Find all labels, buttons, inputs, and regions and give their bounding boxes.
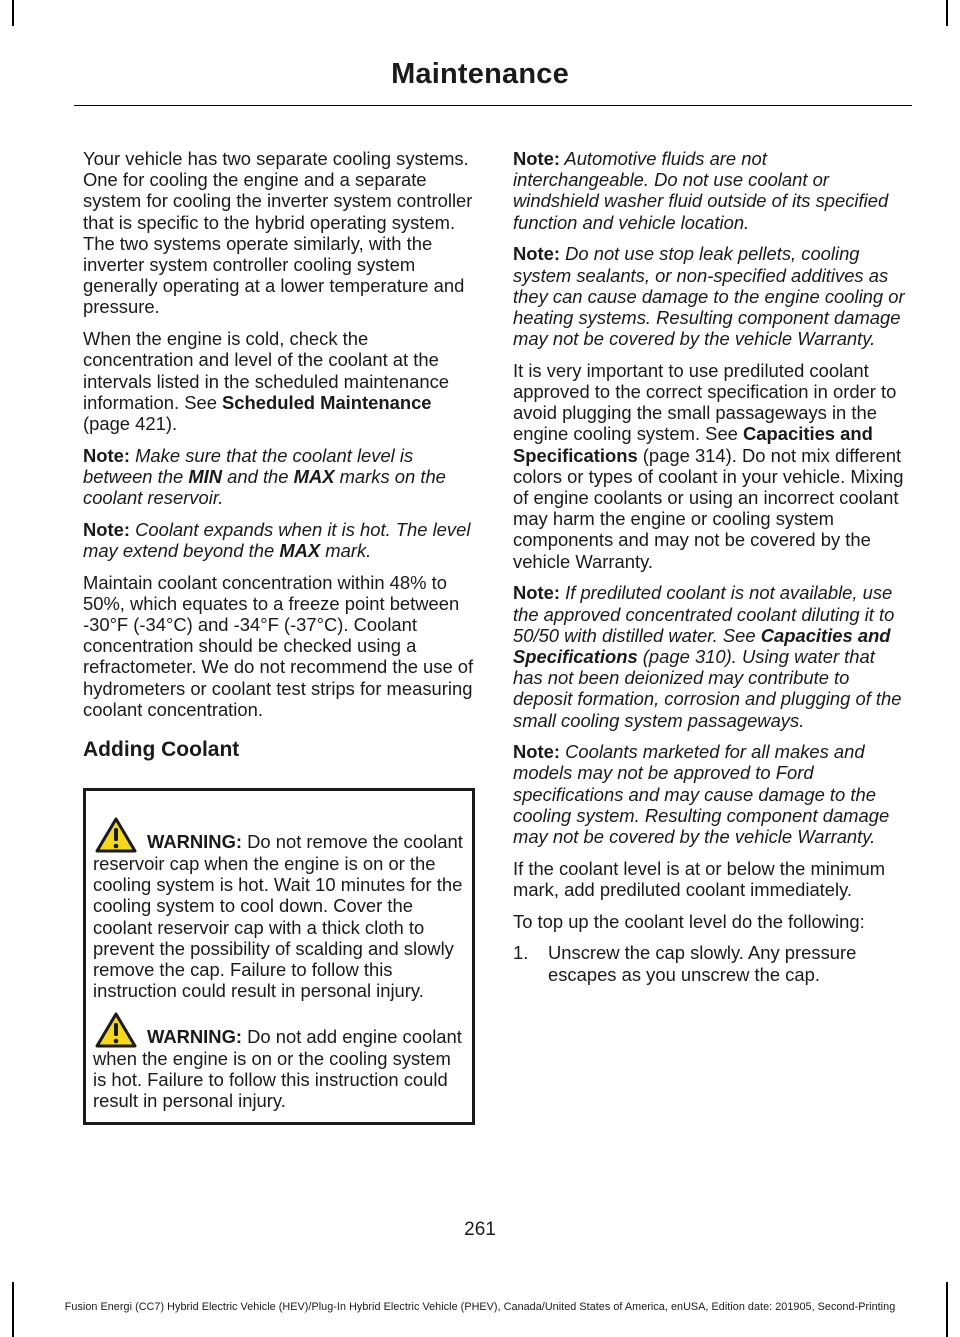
concentration-paragraph: Maintain coolant concentration within 48% to 50%, which equates to a freeze point between -30°F (-34°C) and -34°F (-37°C). Coolant concentration should be checked using a refractometer. We do not recommend the use of hydrometers or coolant test strips for measuring coolant concentration.	[83, 571, 474, 720]
warning-add-coolant: WARNING: Do not add engine coolant when the engine is on or the cooling system is hot. Failure to follow this instruction could result in personal injury.	[93, 1012, 464, 1112]
note-coolants-marketed: Note: Coolants marketed for all makes and models may not be approved to Ford specifications and may cause damage to the cooling system. Resulting component damage may not be covered by the vehicle Warranty.	[513, 741, 890, 848]
crop-mark	[946, 0, 948, 26]
top-up-intro: To top up the coolant level do the following:	[513, 910, 865, 932]
footer-edition-info: Fusion Energi (CC7) Hybrid Electric Vehicle (HEV)/Plug-In Hybrid Electric Vehicle (PHEV), Canada/United States of America, enUSA, Edition date: 201905, Second-Printing	[64, 1301, 896, 1313]
cold-engine-paragraph: When the engine is cold, check the concentration and level of the coolant at the intervals listed in the scheduled maintenance information. See Scheduled Maintenance (page 421).	[83, 328, 449, 434]
capacities-specifications-link[interactable]: Capacities and Specifications	[513, 423, 873, 466]
note-stop-leak: Note: Do not use stop leak pellets, cooling system sealants, or non-specified additives as they can cause damage to the engine cooling or heating systems. Resulting component damage may not be covered by the vehicle Warranty.	[513, 243, 905, 350]
warning-triangle-icon	[95, 1012, 137, 1048]
capacities-specifications-link[interactable]: Capacities and Specifications	[513, 624, 891, 667]
minimum-mark-paragraph: If the coolant level is at or below the minimum mark, add prediluted coolant immediately.	[513, 857, 886, 900]
list-item: 1. Unscrew the cap slowly. Any pressure escapes as you unscrew the cap.	[513, 942, 857, 985]
right-column	[513, 148, 907, 985]
note-fluids-not-interchangeable: Note: Automotive fluids are not interchangeable. Do not use coolant or windshield washer fluid outside of its specified function and vehicle location.	[513, 148, 889, 233]
scheduled-maintenance-link[interactable]: Scheduled Maintenance	[222, 391, 432, 413]
note-coolant-expands: Note: Coolant expands when it is hot. The level may extend beyond the MAX mark.	[83, 518, 471, 561]
crop-mark	[12, 0, 14, 26]
header-divider	[74, 105, 912, 106]
steps-list	[513, 942, 907, 984]
intro-paragraph: Your vehicle has two separate cooling systems. One for cooling the engine and a separate system for cooling the inverter system controller that is specific to the hybrid operating system. The two systems operate similarly, with the inverter system controller cooling system generally operating at a lower temperature and pressure.	[83, 148, 473, 318]
note-coolant-level: Note: Make sure that the coolant level is between the MIN and the MAX marks on the coolant reservoir.	[83, 444, 446, 509]
warning-box	[83, 788, 475, 1125]
warning-triangle-icon	[95, 817, 137, 853]
prediluted-coolant-paragraph: It is very important to use prediluted coolant approved to the correct specification in order to avoid plugging the small passageways in the engine cooling system. See Capacities and Specifications (page 314). Do not mix different colors or types of coolant in your vehicle. Mixing of engine coolants or using an incorrect coolant may harm the engine or cooling system components and may not be covered by the vehicle Warranty.	[513, 359, 904, 572]
note-concentrated-coolant: Note: If prediluted coolant is not available, use the approved concentrated coolant diluting it to 50/50 with distilled water. See Capacities and Specifications (page 310). Using water that has not been deionized may contribute to deposit formation, corrosion and plugging of the small cooling system passageways.	[513, 582, 902, 731]
page-number: 261	[464, 1219, 496, 1240]
left-column	[83, 148, 475, 1125]
page-title: Maintenance	[391, 58, 569, 90]
section-heading: Adding Coolant	[83, 738, 240, 762]
warning-reservoir-cap: WARNING: Do not remove the coolant reservoir cap when the engine is on or the cooling system is hot. Wait 10 minutes for the cooling system to cool down. Cover the coolant reservoir cap with a thick cloth to prevent the possibility of scalding and slowly remove the cap. Failure to follow this instruction could result in personal injury.	[93, 817, 464, 1001]
